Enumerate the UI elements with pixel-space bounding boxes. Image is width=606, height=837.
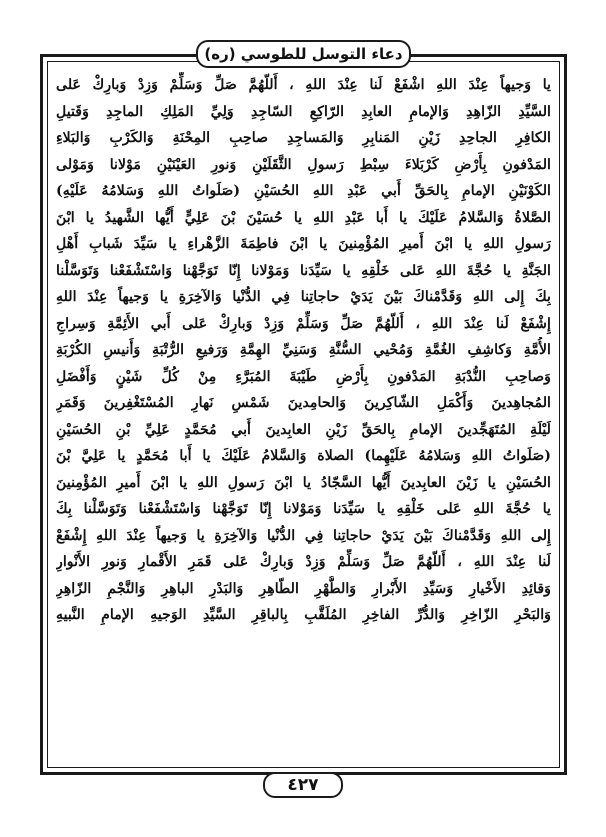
text-line: الأُمَّةِ وَكاشِفِ الغُمَّةِ وَمُحْيي السُّنَّةِ وَسَنِيِّ الهِمَّةِ وَرَفيعِ الرُّتْبَةِ وَأَنيسِ الكُرْبَةِ (56, 342, 551, 358)
text-line: لَنا عِنْدَ اللهِ ، أَللّهُمَّ صَلِّ وَسَلِّمْ وَزِدْ وَبارِكْ عَلى قَمَرِ الأَقْمارِ وَنورِ الأَنْوارِ (56, 554, 551, 570)
text-line: إِلى اللهِ وَقَدَّمْناكَ بَيْنَ يَدَيْ حاجاتِنا فِي الدُّنْيا وَالآخِرَةِ يا وَجيهاً عِنْدَ اللهِ إِشْفَعْ (56, 527, 551, 544)
text-line: الكَوْنَيْنِ الإمامِ بِالحَقِّ أَبي عَبْدِ اللهِ الحُسَيْنِ (صَلَواتُ اللهِ وَسَلامُهُ عَلَيْهِ) (56, 183, 551, 199)
text-line: وَصاحِبِ النُّدْبَةِ المَدْفونِ بِأَرْضِ طَيْبَةَ المُبَرَّءِ مِنْ كُلِّ شَيْنٍ وَأَفْضَلِ (56, 368, 551, 385)
text-line: يا وَجيهاً عِنْدَ اللهِ اشْفَعْ لَنا عِنْدَ اللهِ ، أَللّهُمَّ صَلِّ وَسَلِّمْ وَزِدْ وَبارِكْ عَلى (56, 77, 551, 93)
text-line: إِشْفَعْ لَنا عِنْدَ اللهِ ، أَللّهُمَّ صَلِّ وَسَلِّمْ وَزِدْ وَبارِكْ عَلى أَبي الأَئِمَّةِ وَسِراجِ (56, 315, 551, 332)
text-line: وَالبَحْرِ الزّاخِرِ وَالدُّرِّ الفاخِرِ المُلَقَّبِ بِالباقِرِ السَّيِّدِ الوَجيهِ الإمامِ النَّبيهِ (56, 607, 551, 623)
prayer-text (56, 72, 551, 762)
text-line: الحُسَيْنِ يا زَيْنَ العابِدينَ أَيُّها السَّجّادُ يا ابْنَ رَسولِ اللهِ يا ابْنَ أَميرِ المُؤْمِنينَ (56, 474, 551, 491)
text-line: رَسولِ اللهِ يا ابْنَ أَميرِ المُؤْمِنينَ يا ابْنَ فاطِمَةَ الزَّهْراءِ يا سَيِّدَ شَبابِ أَهْلِ (56, 236, 551, 252)
text-line: الصَّلاةُ وَالسَّلامُ عَلَيْكَ يا أَبا عَبْدِ اللهِ يا حُسَيْنَ بْنَ عَلِيٍّ أَيُّها الشَّهيدُ يا ابْنَ (56, 209, 551, 226)
text-line: الكافِرِ الجاحِدِ زَيْنِ المَنابِرِ وَالمَساجِدِ صاحِبِ المِحْنَةِ وَالكَرْبِ وَالبَلاءِ (56, 130, 551, 146)
text-line: الجَنَّةِ يا حُجَّةَ اللهِ عَلى خَلْقِهِ يا سَيِّدَنا وَمَوْلانا إِنّا تَوَجَّهْنا وَاسْتَشْفَعْنا وَتَوَسَّلْنا (56, 262, 551, 279)
page-number-badge (263, 772, 343, 798)
text-line: يا حُجَّةَ اللهِ عَلى خَلْقِهِ يا سَيِّدَنا وَمَوْلانا إِنّا تَوَجَّهْنا وَاسْتَشْفَعْنا وَتَوَسَّلْنا بِكَ (56, 501, 551, 517)
text-line: لَيْلَةِ المُتَهَجِّدينَ الإمامِ بِالحَقِّ زَيْنِ العابِدينَ أَبي مُحَمَّدٍ عَلِيِّ بْنِ الحُسَيْنِ (56, 421, 551, 438)
text-line: السَّيِّدِ الزّاهِدِ وَالإمامِ العابِدِ الرّاكِعِ السّاجِدِ وَلِيِّ المَلِكِ الماجِدِ وَقَتيلِ (56, 103, 551, 120)
running-header (196, 40, 411, 68)
text-line: المَدْفونِ بِأَرْضِ كَرْبَلاءَ سِبْطِ رَسولِ الثَّقَلَيْنِ وَنورِ العَيْنَيْنِ مَوْلانا وَمَوْلى (56, 156, 551, 173)
page-number: ٤٢٧ (287, 775, 319, 795)
header-title: دعاء التوسل للطوسي (ره) (204, 45, 403, 63)
text-line: بِكَ إِلى اللهِ وَقَدَّمْناكَ بَيْنَ يَدَيْ حاجاتِنا فِي الدُّنْيا وَالآخِرَةِ يا وَجيهاً عِنْدَ اللهِ (56, 289, 551, 305)
text-line: (صَلَواتُ اللهِ وَسَلامُهُ عَلَيْهِما) الصلاة وَالسَّلامُ عَلَيْكَ يا أَبا مُحَمَّدٍ يا عَلِيَّ بْنَ (56, 448, 551, 464)
text-line: المُجاهِدينَ وَأَكْمَلِ الشّاكِرينَ وَالحامِدينَ شَمْسِ نَهارِ المُسْتَغْفِرينَ وَقَمَرِ (56, 395, 551, 411)
text-line: وَقائِدِ الأَخْيارِ وَسَيِّدِ الأَبْرارِ وَالطُّهْرِ الطّاهِرِ وَالبَدْرِ الباهِرِ وَالنَّجْمِ الزّاهِرِ (56, 580, 551, 597)
